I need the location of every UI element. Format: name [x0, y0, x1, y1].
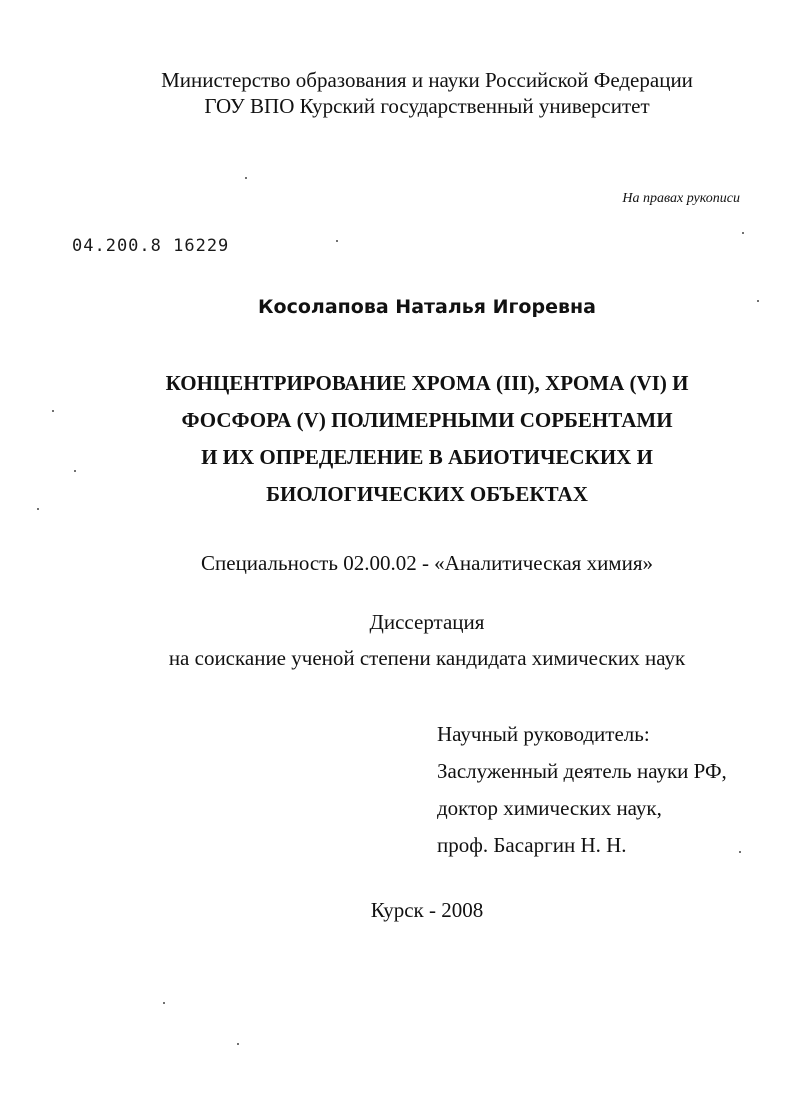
scan-speck	[739, 851, 741, 853]
supervisor-line: доктор химических наук,	[437, 796, 662, 820]
title-line: БИОЛОГИЧЕСКИХ ОБЪЕКТАХ	[266, 482, 588, 506]
supervisor-block	[437, 716, 727, 864]
ministry-line: Министерство образования и науки Российской Федерации	[161, 68, 693, 92]
title-line: ФОСФОРА (V) ПОЛИМЕРНЫМИ СОРБЕНТАМИ	[181, 408, 673, 432]
university-line: ГОУ ВПО Курский государственный университет	[204, 94, 650, 118]
title-line: И ИХ ОПРЕДЕЛЕНИЕ В АБИОТИЧЕСКИХ И	[201, 445, 653, 469]
city-year: Курск - 2008	[370, 898, 484, 922]
scan-speck	[74, 470, 76, 472]
dissertation-title	[40, 365, 794, 513]
scan-speck	[163, 1002, 165, 1004]
scan-speck	[742, 232, 744, 234]
degree-line: на соискание ученой степени кандидата химических наук	[168, 646, 686, 670]
title-line: КОНЦЕНТРИРОВАНИЕ ХРОМА (III), ХРОМА (VI) И	[165, 371, 689, 395]
scan-speck	[52, 410, 54, 412]
scan-speck	[237, 1043, 239, 1045]
scan-speck	[37, 508, 39, 510]
scan-speck	[336, 240, 338, 242]
specialty-line: Специальность 02.00.02 - «Аналитическая химия»	[201, 551, 653, 575]
registration-code	[72, 236, 229, 256]
registration-code-text: 04.200.8 16229	[72, 236, 230, 256]
scan-speck	[757, 300, 759, 302]
supervisor-line: Заслуженный деятель науки РФ,	[437, 759, 727, 783]
manuscript-note: На правах рукописи	[622, 191, 740, 206]
author-name: Косолапова Наталья Игоревна	[258, 296, 596, 318]
supervisor-line: проф. Басаргин Н. Н.	[437, 833, 627, 857]
supervisor-line: Научный руководитель:	[437, 722, 650, 746]
dissertation-label: Диссертация	[369, 610, 485, 634]
scan-speck	[245, 177, 247, 179]
